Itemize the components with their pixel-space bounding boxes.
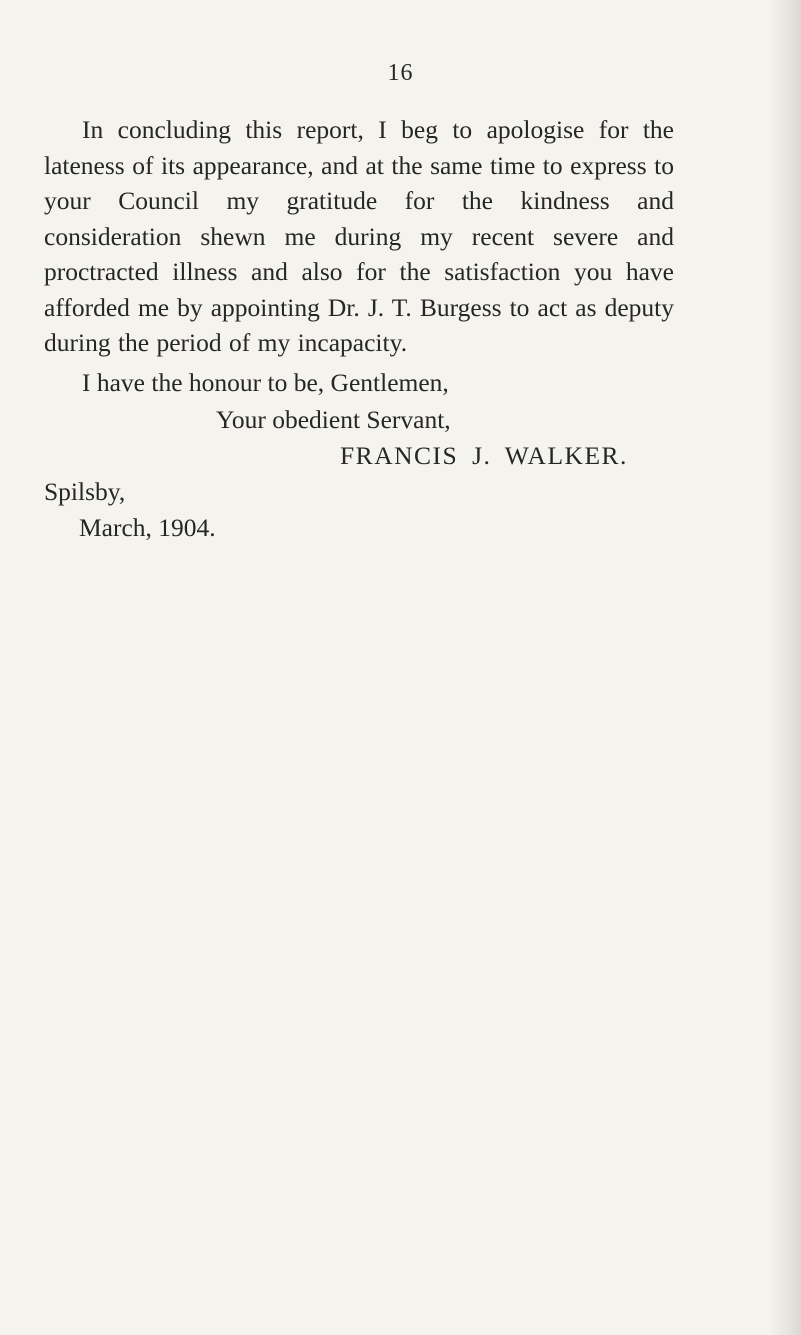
closing-salutation: I have the honour to be, Gentlemen, — [82, 368, 449, 397]
closing-valediction: Your obedient Servant, — [216, 405, 451, 434]
signature-name: FRANCIS J. WALKER. — [340, 441, 628, 470]
page-number: 16 — [387, 60, 414, 86]
place-line: Spilsby, — [44, 477, 126, 506]
letter-paragraph: In concluding this report, I beg to apologise for the lateness of its appearance, and at the same time to express to your Council my gratitude for the kindness and consideration shewn me during my recent severe and proctracted illness and also for the satisfaction you have afforded me by appointing Dr. J. T. Burgess to act as deputy during the period of my incapacity. — [44, 115, 674, 357]
date-line: March, 1904. — [79, 513, 216, 542]
